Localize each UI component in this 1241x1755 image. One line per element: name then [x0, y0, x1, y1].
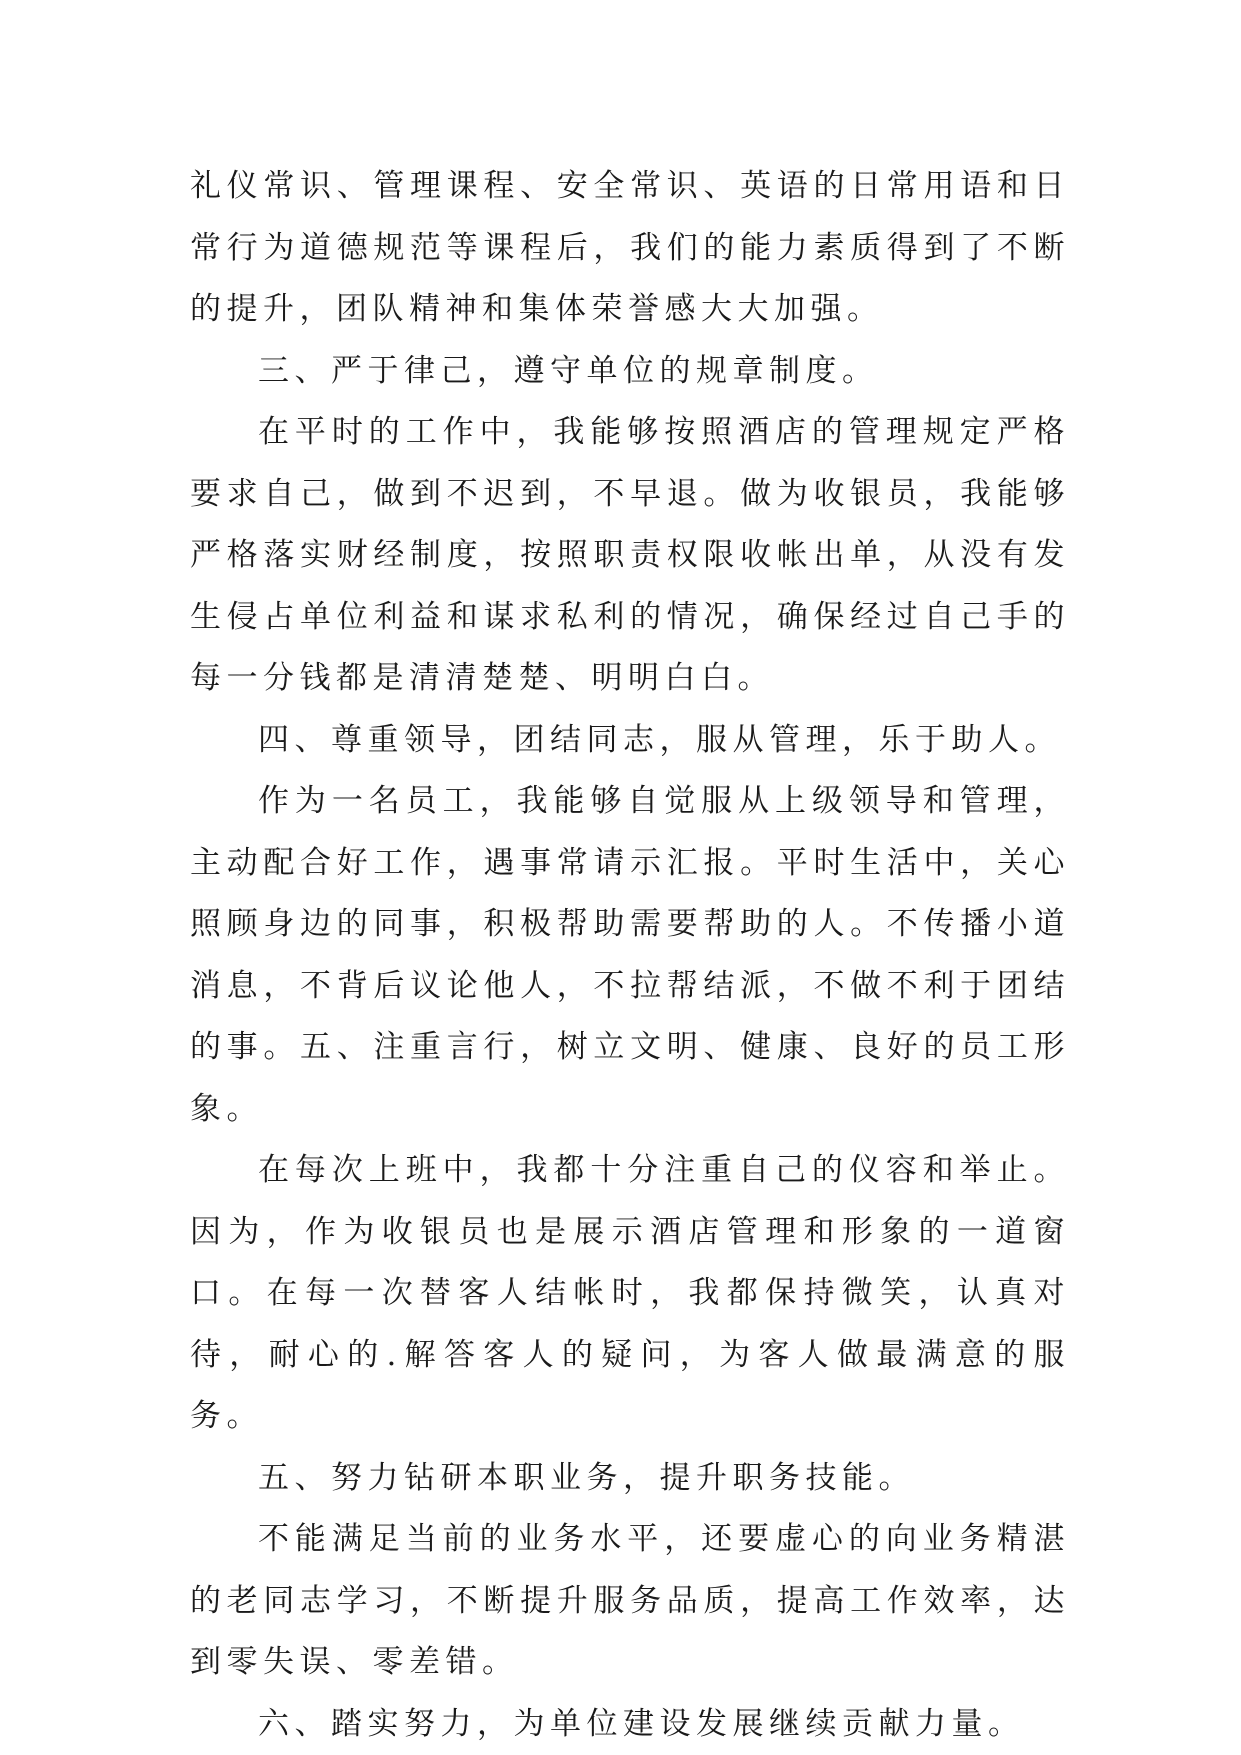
section-heading-3: 三、严于律己，遵守单位的规章制度。 — [190, 341, 1070, 403]
document-body — [190, 156, 1070, 1755]
section-heading-6: 六、踏实努力，为单位建设发展继续贡献力量。 — [190, 1694, 1070, 1755]
body-paragraph: 作为一名员工，我能够自觉服从上级领导和管理，主动配合好工作，遇事常请示汇报。平时生活中，关心照顾身边的同事，积极帮助需要帮助的人。不传播小道消息，不背后议论他人，不拉帮结派，不做不利于团结的事。五、注重言行，树立文明、健康、良好的员工形象。 — [190, 771, 1070, 1140]
body-paragraph: 在平时的工作中，我能够按照酒店的管理规定严格要求自己，做到不迟到，不早退。做为收银员，我能够严格落实财经制度，按照职责权限收帐出单，从没有发生侵占单位利益和谋求私利的情况，确保经过自己手的每一分钱都是清清楚楚、明明白白。 — [190, 402, 1070, 710]
body-paragraph: 在每次上班中，我都十分注重自己的仪容和举止。因为，作为收银员也是展示酒店管理和形象的一道窗口。在每一次替客人结帐时，我都保持微笑，认真对待，耐心的.解答客人的疑问，为客人做最满意的服务。 — [190, 1140, 1070, 1448]
body-paragraph: 礼仪常识、管理课程、安全常识、英语的日常用语和日常行为道德规范等课程后，我们的能力素质得到了不断的提升，团队精神和集体荣誉感大大加强。 — [190, 156, 1070, 341]
body-paragraph: 不能满足当前的业务水平，还要虚心的向业务精湛的老同志学习，不断提升服务品质，提高工作效率，达到零失误、零差错。 — [190, 1509, 1070, 1694]
section-heading-5: 五、努力钻研本职业务，提升职务技能。 — [190, 1448, 1070, 1510]
section-heading-4: 四、尊重领导，团结同志，服从管理，乐于助人。 — [190, 710, 1070, 772]
